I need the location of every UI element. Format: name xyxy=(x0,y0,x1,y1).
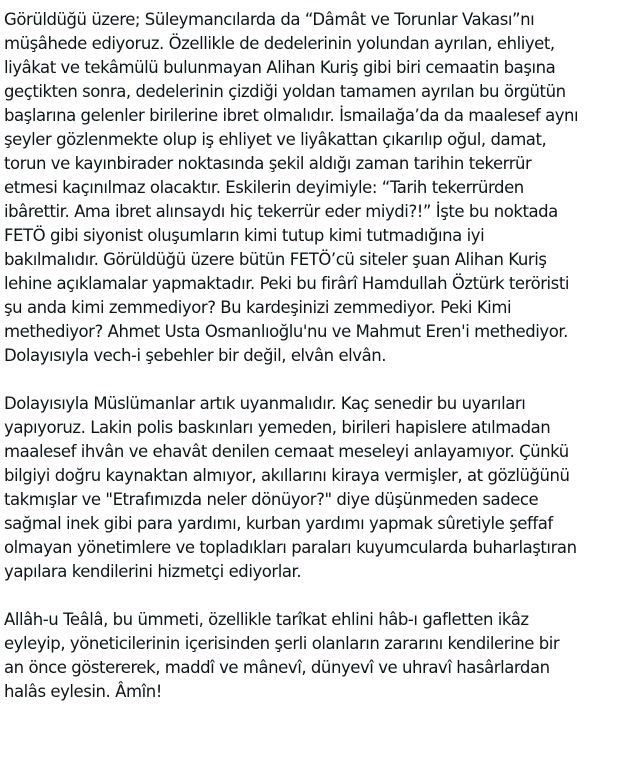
post-text-body xyxy=(4,8,634,704)
post-paragraph-1: Görüldüğü üzere; Süleymancılarda da “Dâmât ve Torunlar Vakası”nı müşâhede ediyoruz. Özellikle de dedelerinin yolundan ayrılan, ehliyet, liyâkat ve tekâmülü bulunmayan Alihan Kuriş gibi biri cemaatin başına geçtikten sonra, dedelerinin çizdiği yoldan tamamen ayrılan bu örgütün başlarına gelenler birilerine ibret olmalıdır. İsmailağa’da da maalesef aynı şeyler gözlenmekte olup iş ehliyet ve liyâkattan çıkarılıp oğul, damat, torun ve kayınbirader noktasında şekil aldığı zaman tarihin tekerrür etmesi kaçınılmaz olacaktır. Eskilerin deyimiyle: “Tarih tekerrürden ibârettir. Ama ibret alınsaydı hiç tekerrür eder miydi?!” İşte bu noktada FETÖ gibi siyonist oluşumların kimi tutup kimi tutmadığına iyi bakılmalıdır. Görüldüğü üzere bütün FETÖ’cü siteler şuan Alihan Kuriş lehine açıklamalar yapmaktadır. Peki bu firârî Hamdullah Öztürk teröristi şu anda kimi zemmediyor? Bu kardeşinizi zemmediyor. Peki Kimi methediyor? Ahmet Usta Osmanlıoğlu'nu ve Mahmut Eren'i methediyor. Dolayısıyla vech-i şebehler bir değil, elvân elvân. xyxy=(4,10,579,365)
post-paragraph-2: Dolayısıyla Müslümanlar artık uyanmalıdır. Kaç senedir bu uyarıları yapıyoruz. Lakin polis baskınları yemeden, birileri hapislere atılmadan maalesef ihvân ve ehavât denilen cemaat meseleyi anlayamıyor. Çünkü bilgiyi doğru kaynaktan almıyor, akıllarını kiraya vermişler, at gözlüğünü takmışlar ve "Etrafımızda neler dönüyor?" diye düşünmeden sadece sağmal inek gibi para yardımı, kurban yardımı yapmak sûretiyle şeffaf olmayan yönetimlere ve topladıkları paraları kuyumcularda buharlaştıran yapılara kendilerini hizmetçi ediyorlar. xyxy=(4,394,577,581)
post-paragraph-3: Allâh-u Teâlâ, bu ümmeti, özellikle tarîkat ehlini hâb-ı gafletten ikâz eyleyip, yöneticilerinin içerisinden şerli olanların zararını kendilerine bir an önce göstererek, maddî ve mânevî, dünyevî ve uhravî hasârlardan halâs eylesin. Âmîn! xyxy=(4,610,560,701)
